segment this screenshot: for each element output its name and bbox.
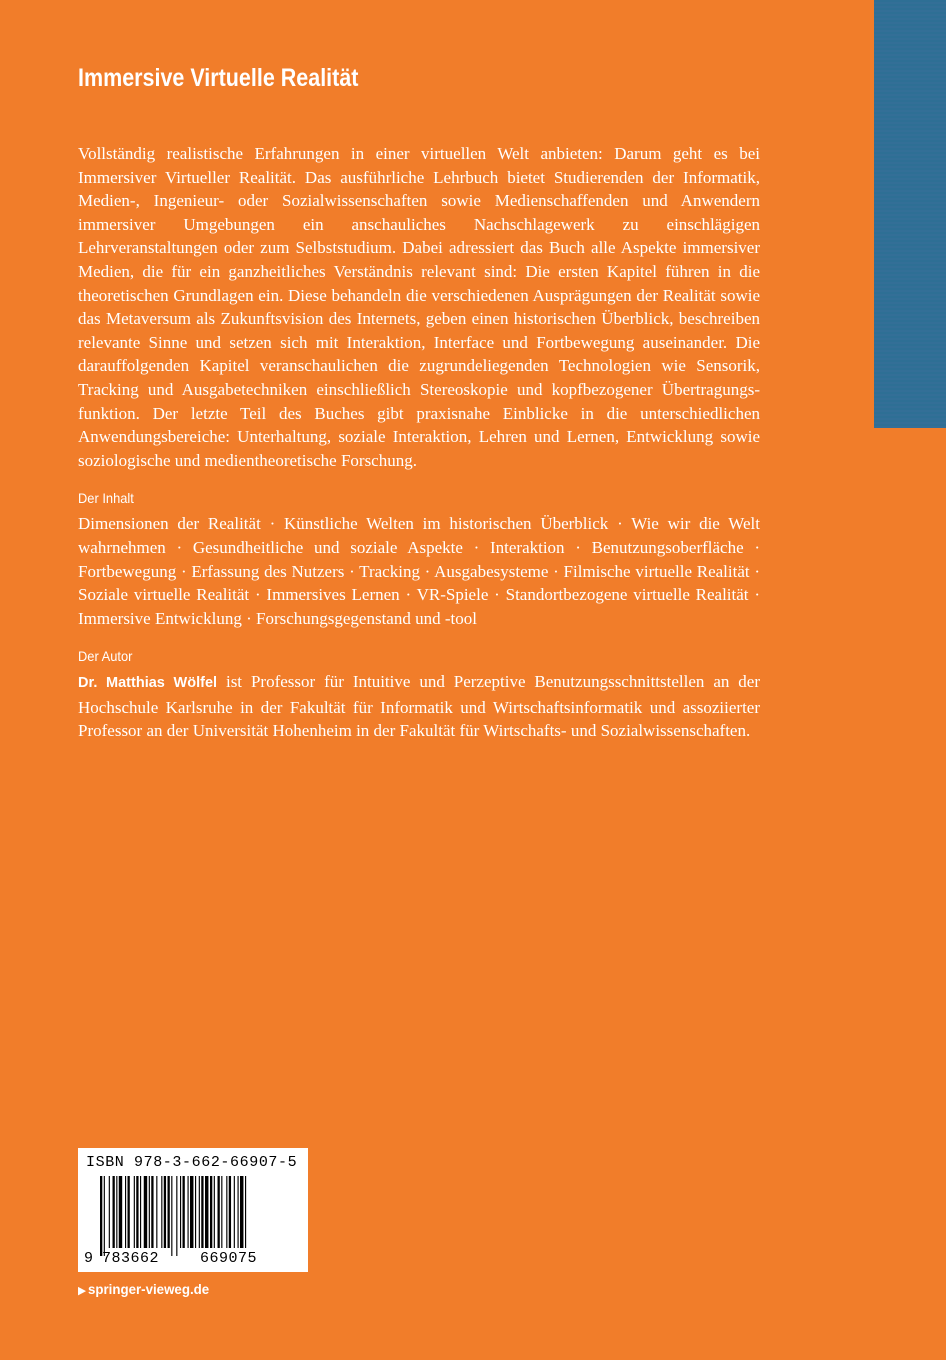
barcode-bar xyxy=(238,1176,239,1248)
barcode-bar xyxy=(116,1176,117,1248)
barcode-bar xyxy=(134,1176,135,1248)
barcode-bar xyxy=(164,1176,166,1248)
barcode-bar xyxy=(214,1176,215,1248)
publisher-link[interactable] xyxy=(78,1281,209,1297)
barcode-bar xyxy=(156,1176,157,1248)
author-heading: Der Autor xyxy=(78,648,133,665)
barcode-digits-right: 669075 xyxy=(200,1250,258,1267)
barcode-bar xyxy=(226,1176,227,1248)
barcode-bar xyxy=(128,1176,130,1248)
barcode-bar xyxy=(144,1176,147,1248)
barcode-bar xyxy=(234,1176,235,1248)
barcode-bar xyxy=(221,1176,222,1248)
barcode-bar xyxy=(210,1176,212,1248)
barcode-bar xyxy=(104,1176,105,1256)
barcode-bar xyxy=(218,1176,220,1248)
barcode-bar xyxy=(199,1176,200,1248)
barcode-bar xyxy=(149,1176,150,1248)
barcode-bar xyxy=(119,1176,122,1248)
barcode-bar xyxy=(201,1176,203,1248)
barcode-bar xyxy=(113,1176,115,1248)
author-name: Dr. Matthias Wölfel xyxy=(78,675,218,692)
book-title: Immersive Virtuelle Realität xyxy=(78,64,359,92)
barcode-bar xyxy=(229,1176,231,1248)
barcode-bar xyxy=(195,1176,196,1248)
isbn-barcode xyxy=(78,1148,308,1272)
decorative-stripe xyxy=(874,0,946,428)
contents-paragraph: Dimensionen der Realität · Künstliche Welten im historischen Überblick · Wie wir die Welt wahrnehmen · Gesundheitliche und soziale Aspekte · Interaktion · Benutzungsoberfläche · Fortbewegung · Erfassung des Nutzers · Tracking · Ausgabesysteme · Filmische virtuelle Realität · Soziale virtuelle Realität · Immersives Lernen · VR-Spiele · Standortbezogene virtuelle Realität · Immersive Entwicklung · Forschungsgegenstand und -tool xyxy=(78,514,760,628)
barcode-bar xyxy=(168,1176,170,1248)
barcode-bar xyxy=(109,1176,110,1248)
barcode-bar xyxy=(176,1176,177,1256)
barcode-bar xyxy=(136,1176,138,1248)
publisher-url: springer-vieweg.de xyxy=(87,1281,210,1297)
barcode-bar xyxy=(245,1176,246,1248)
barcode-bar xyxy=(140,1176,141,1248)
barcode-bar xyxy=(151,1176,153,1248)
back-cover-text xyxy=(78,142,760,743)
contents-heading: Der Inhalt xyxy=(78,490,134,507)
author-bio: ist Professor für Intuitive und Perzeptive Benutzungsschnittstellen an der Hochschule Karlsruhe in der Fakultät für Informatik und Wirtschaftsinformatik und assoziierter Professor an der Universität Hohenheim in der Fakultät für Wirtschafts- und Sozialwissenschaften. xyxy=(78,672,760,741)
arrow-right-icon: ▶ xyxy=(78,1285,87,1297)
barcode-bar xyxy=(188,1176,189,1248)
barcode-digits-left: 783662 xyxy=(102,1250,160,1267)
barcode-bar xyxy=(171,1176,172,1256)
barcode-bar xyxy=(240,1176,243,1248)
barcode-bar xyxy=(180,1176,181,1248)
author-paragraph xyxy=(78,670,760,743)
barcode-bar xyxy=(205,1176,208,1248)
barcode-bar xyxy=(183,1176,185,1248)
barcode-bar xyxy=(100,1176,102,1256)
description-paragraph: Vollständig realistische Erfahrungen in einer virtuellen Welt anbieten: Darum geht es bei Immersiver Virtueller Realität. Das ausführliche Lehrbuch bietet Studierenden der Informatik, Medien-, Ingenieur- oder Sozialwissenschaften sowie Medienschaffenden und Anwendern immersiver Umgebungen ein anschauliches Nachschlagewerk zu einschlägigen Lehrveranstaltungen oder zum Selbststudium. Dabei adressiert das Buch alle Aspekte immersiver Medien, die für ein ganzheitliches Verständnis relevant sind: Die ersten Kapitel führen in die theoretischen Grundlagen ein. Diese behandeln die verschiedenen Ausprägungen der Realität sowie das Metaversum als Zukunftsvision des Internets, geben einen historischen Überblick, beschreiben relevante Sinne und setzen sich mit Interaktion, Interface und Fortbewegung auseinander. Die darauffolgenden Kapitel veranschaulichen die zugrundeliegenden Technologien wie Sensorik, Tracking und Ausgabetechniken einschließlich Stereoskopie und kopfbezogener Übertragungsfunktion. Der letzte Teil des Buches gibt praxisnahe Einblicke in die unterschiedlichen Anwendungsbereiche: Unterhaltung, soziale Interaktion, Lehren und Lernen, Entwicklung sowie soziologische und medientheoretische Forschung. xyxy=(78,144,760,470)
barcode-digit-first: 9 xyxy=(84,1250,94,1267)
isbn-label: ISBN 978-3-662-66907-5 xyxy=(86,1154,298,1171)
barcode-bar xyxy=(125,1176,126,1248)
barcode-bar xyxy=(161,1176,162,1248)
barcode-bar xyxy=(190,1176,193,1248)
